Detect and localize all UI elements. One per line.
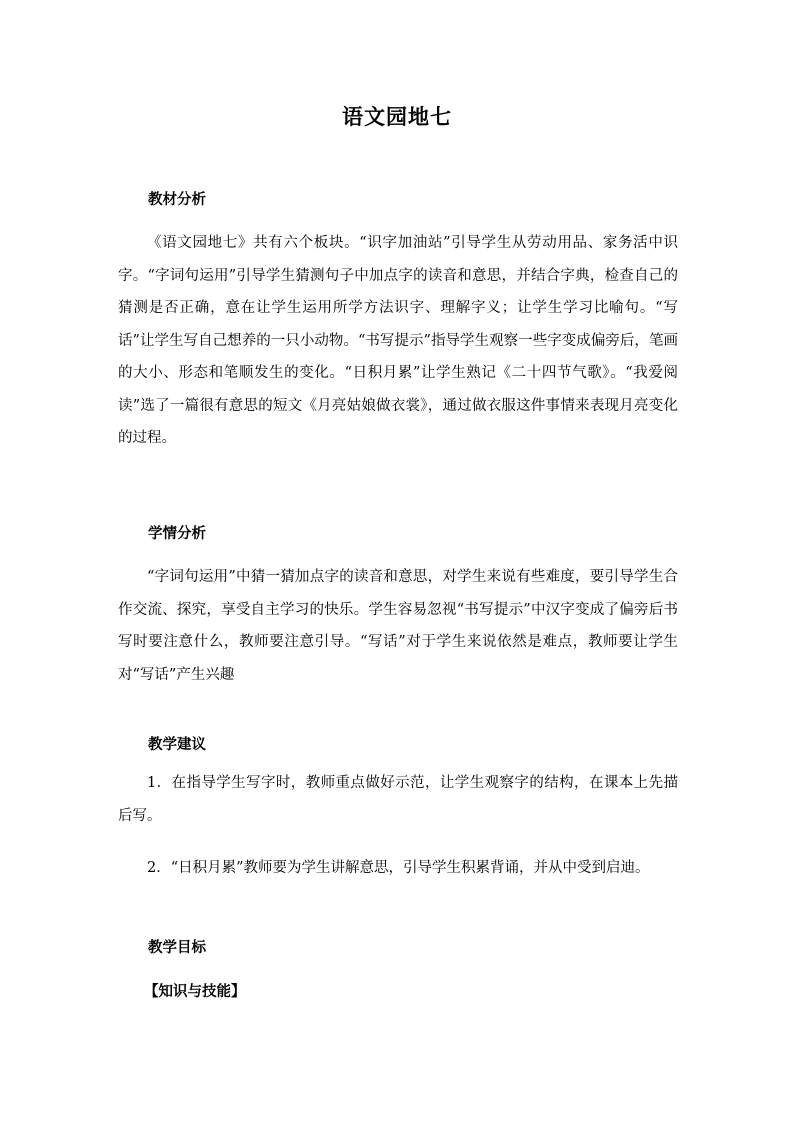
heading-student-analysis: 学情分析 bbox=[148, 526, 206, 542]
subheading-knowledge-skills: 【知识与技能】 bbox=[144, 984, 246, 1000]
suggestion-item-2: 2．“日积月累”教师要为学生讲解意思，引导学生积累背诵，并从中受到启迪。 bbox=[147, 860, 650, 876]
paragraph-material-analysis: 《语文园地七》共有六个板块。“识字加油站”引导学生从劳动用品、家务活中识字。“字词句运用”引导学生猜测句子中加点字的读音和意思，并结合字典，检查自己的猜测是否正确，意在让学生运用所学方法识字、理解字义；让学生学习比喻句。“写话”让学生写自己想养的一只小动物。“书写提示”指导学生观察一些字变成偏旁后，笔画的大小、形态和笔顺发生的变化。“日积月累”让学生熟记《二十四节气歌》。“我爱阅读”选了一篇很有意思的短文《月亮姑娘做衣裳》，通过做衣服这件事情来表现月亮变化的过程。 bbox=[118, 235, 678, 446]
paragraph-student-analysis: “字词句运用”中猜一猜加点字的读音和意思，对学生来说有些难度，要引导学生合作交流、探究，享受自主学习的快乐。学生容易忽视“书写提示”中汉字变成了偏旁后书写时要注意什么，教师要注意引导。“写话”对于学生来说依然是难点，教师要让学生对“写话”产生兴趣 bbox=[118, 569, 678, 683]
heading-material-analysis: 教材分析 bbox=[148, 192, 206, 208]
heading-teaching-goals: 教学目标 bbox=[148, 940, 206, 956]
document-title: 语文园地七 bbox=[342, 105, 452, 129]
heading-teaching-suggestion: 教学建议 bbox=[148, 737, 206, 753]
suggestion-item-1: 1．在指导学生写字时，教师重点做好示范，让学生观察字的结构，在课本上先描后写。 bbox=[118, 775, 678, 824]
